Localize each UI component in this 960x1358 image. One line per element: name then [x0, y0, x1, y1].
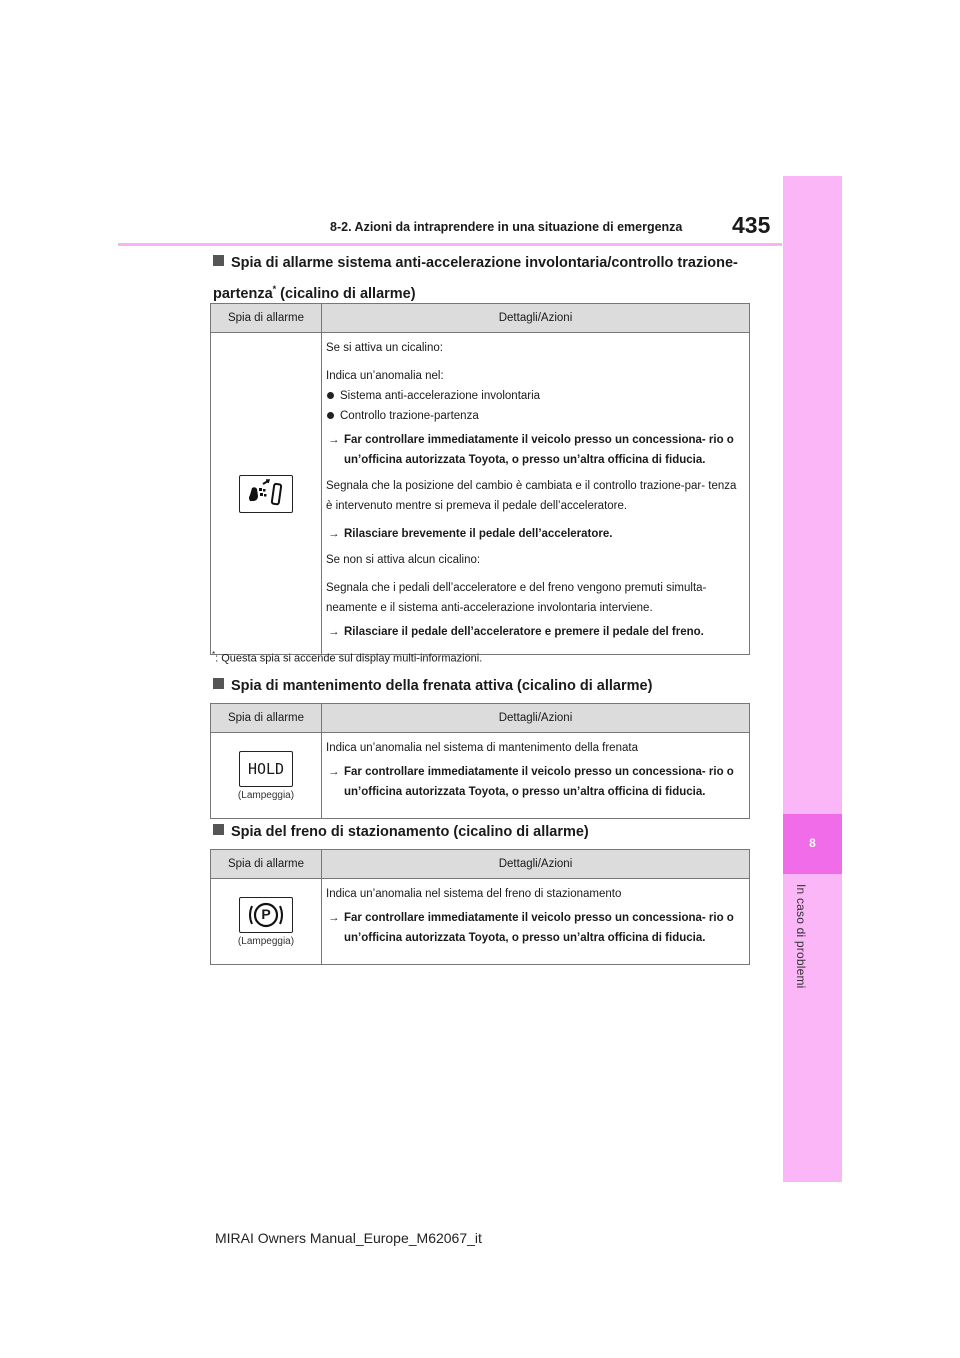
parking-brake-warning-icon: P [239, 897, 293, 933]
section3-heading: Spia del freno di stazionamento (cicalino di allarme) [213, 819, 589, 845]
arrow-right-icon: → [328, 626, 340, 638]
square-bullet-icon [213, 678, 224, 689]
brake-hold-warning-icon: HOLD [239, 751, 293, 787]
col-header-details: Dettagli/Azioni [322, 304, 750, 333]
col-header-light: Spia di allarme [211, 704, 322, 733]
details-cell: Indica un’anomalia nel sistema del freno di stazionamento → Far controllare immediatamente il veicolo presso un concessiona- rio o un’officina autorizzata Toyota, o presso un’altra officina di fiducia. [322, 879, 750, 965]
section-title: 8-2. Azioni da intraprendere in una situazione di emergenza [330, 220, 683, 234]
arrow-right-icon: → [328, 434, 340, 446]
icon-caption: (Lampeggia) [237, 789, 295, 801]
chapter-number: 8 [809, 836, 816, 850]
light-icon-cell [211, 333, 322, 655]
action-instruction: → Far controllare immediatamente il veicolo presso un concessiona- rio o un’officina autorizzata Toyota, o presso un’altra officina di fiducia. [326, 430, 743, 470]
section1-heading: Spia di allarme sistema anti-accelerazione involontaria/controllo trazione- partenza* (cicalino di allarme) [213, 255, 738, 302]
col-header-light: Spia di allarme [211, 850, 322, 879]
col-header-details: Dettagli/Azioni [322, 704, 750, 733]
chapter-side-tab [783, 176, 842, 1182]
icon-caption: (Lampeggia) [237, 935, 295, 947]
list-item: Controllo trazione-partenza [326, 406, 743, 426]
details-cell: Se si attiva un cicalino: Indica un’anomalia nel: Sistema anti-accelerazione involontaria Controllo trazione-partenza → Far controllare immediatamente il veicolo presso un concessiona- rio o un’officina autorizzata Toyota, o presso un’altra officina di fiducia. Segnala che la posizione del cambio è cambiata e il controllo trazione-par- tenza è intervenuto mentre si premeva il pedale dell’acceleratore. → Rilasciare brevemente il pedale dell’acceleratore. Se non si attiva alcun cicalino: Segnala che i pedali dell’acceleratore e del freno vengono premuti simulta- neamente e il sistema anti-accelerazione involontaria interviene. → Rilasciare il pedale dell’acceleratore e premere il pedale del freno. [322, 333, 750, 655]
light-icon-cell [211, 733, 322, 819]
action-instruction: → Rilasciare il pedale dell’acceleratore e premere il pedale del freno. [326, 622, 743, 642]
action-instruction: → Far controllare immediatamente il veicolo presso un concessiona- rio o un’officina autorizzata Toyota, o presso un’altra officina di fiducia. [326, 762, 743, 802]
section2-heading: Spia di mantenimento della frenata attiva (cicalino di allarme) [213, 673, 652, 699]
light-icon-cell [211, 879, 322, 965]
details-cell: Indica un’anomalia nel sistema di mantenimento della frenata → Far controllare immediatamente il veicolo presso un concessiona- rio o un’officina autorizzata Toyota, o presso un’altra officina di fiducia. [322, 733, 750, 819]
warning-table-3 [210, 849, 750, 965]
col-header-details: Dettagli/Azioni [322, 850, 750, 879]
chapter-label: In caso di problemi [794, 884, 808, 989]
header-divider [118, 243, 782, 246]
square-bullet-icon [213, 255, 224, 266]
pedal-misapplication-warning-icon [239, 475, 293, 513]
arrow-right-icon: → [328, 528, 340, 540]
warning-table-2 [210, 703, 750, 819]
action-instruction: → Far controllare immediatamente il veicolo presso un concessiona- rio o un’officina autorizzata Toyota, o presso un’altra officina di fiducia. [326, 908, 743, 948]
arrow-right-icon: → [328, 766, 340, 778]
footnote: *: Questa spia si accende sul display multi-informazioni. [212, 650, 483, 665]
square-bullet-icon [213, 824, 224, 835]
warning-table-1 [210, 303, 750, 655]
action-instruction: → Rilasciare brevemente il pedale dell’acceleratore. [326, 524, 743, 544]
list-item: Sistema anti-accelerazione involontaria [326, 386, 743, 406]
col-header-light: Spia di allarme [211, 304, 322, 333]
document-footer: MIRAI Owners Manual_Europe_M62067_it [215, 1230, 482, 1246]
arrow-right-icon: → [328, 912, 340, 924]
page-number: 435 [732, 212, 771, 238]
